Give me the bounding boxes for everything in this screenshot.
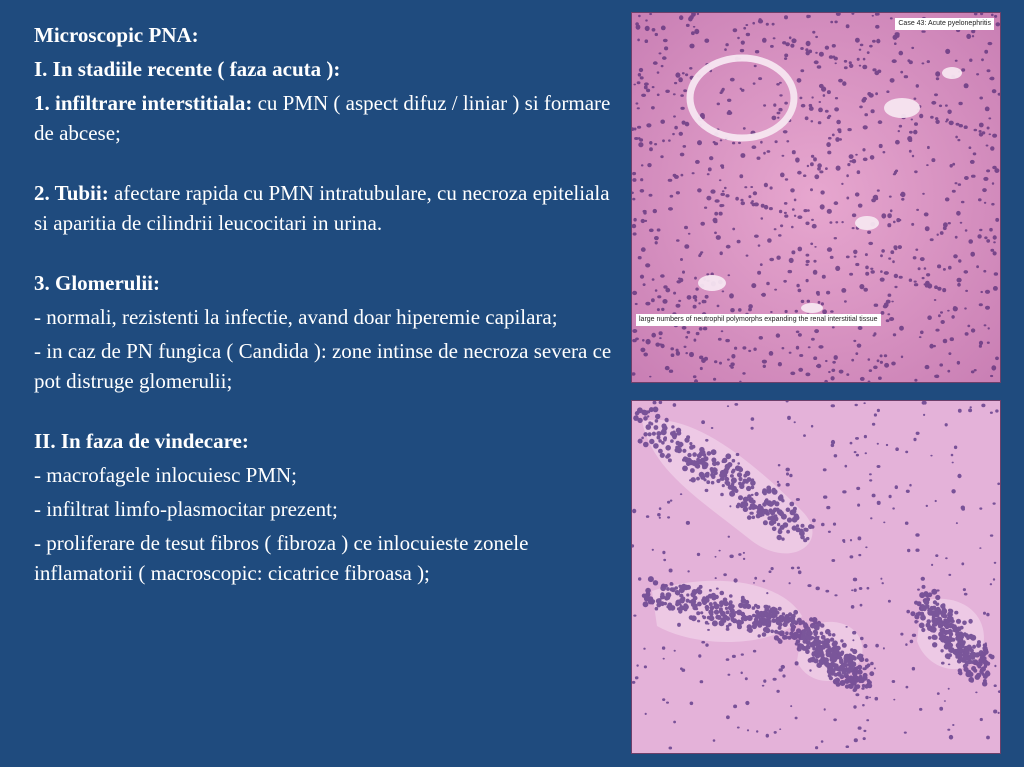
item2-text: afectare rapida cu PMN intratubulare, cu necroza epiteliala si aparitia de cilindrii leucocitari in urina. xyxy=(34,181,610,235)
image-caption: large numbers of neutrophil polymorphs expanding the renal interstitial tissue xyxy=(636,314,881,326)
item3-label: 3. Glomerulii: xyxy=(34,271,160,295)
histology-image-healing-phase xyxy=(632,401,1000,753)
item1-label: 1. infiltrare interstitiala: xyxy=(34,91,253,115)
case-label: Case 43: Acute pyelonephritis xyxy=(895,18,994,30)
item3-line2: - in caz de PN fungica ( Candida ): zone intinse de necroza severa ce pot distruge glomerulii; xyxy=(34,339,612,393)
stage1-title: I. In stadiile recente ( faza acuta ): xyxy=(34,57,341,81)
stage2-line2: - infiltrat limfo-plasmocitar prezent; xyxy=(34,497,338,521)
stage2-title: II. In faza de vindecare: xyxy=(34,429,249,453)
slide-text xyxy=(34,20,614,588)
slide-heading: Microscopic PNA: xyxy=(34,23,199,47)
item1-text: cu PMN ( aspect difuz / liniar ) si formare de abcese; xyxy=(34,91,611,145)
item2 xyxy=(34,178,614,238)
stage2-line3: - proliferare de tesut fibros ( fibroza ) ce inlocuieste zonele inflamatorii ( macroscopic: cicatrice fibroasa ); xyxy=(34,531,529,585)
stage2-line1: - macrofagele inlocuiesc PMN; xyxy=(34,463,297,487)
item1 xyxy=(34,88,614,148)
histology-image-acute-pyelonephritis xyxy=(632,13,1000,382)
item2-label: 2. Tubii: xyxy=(34,181,109,205)
tissue-texture-top xyxy=(632,13,1000,382)
item3-line1: - normali, rezistenti la infectie, avand doar hiperemie capilara; xyxy=(34,305,558,329)
tissue-texture-bottom xyxy=(632,401,1000,753)
